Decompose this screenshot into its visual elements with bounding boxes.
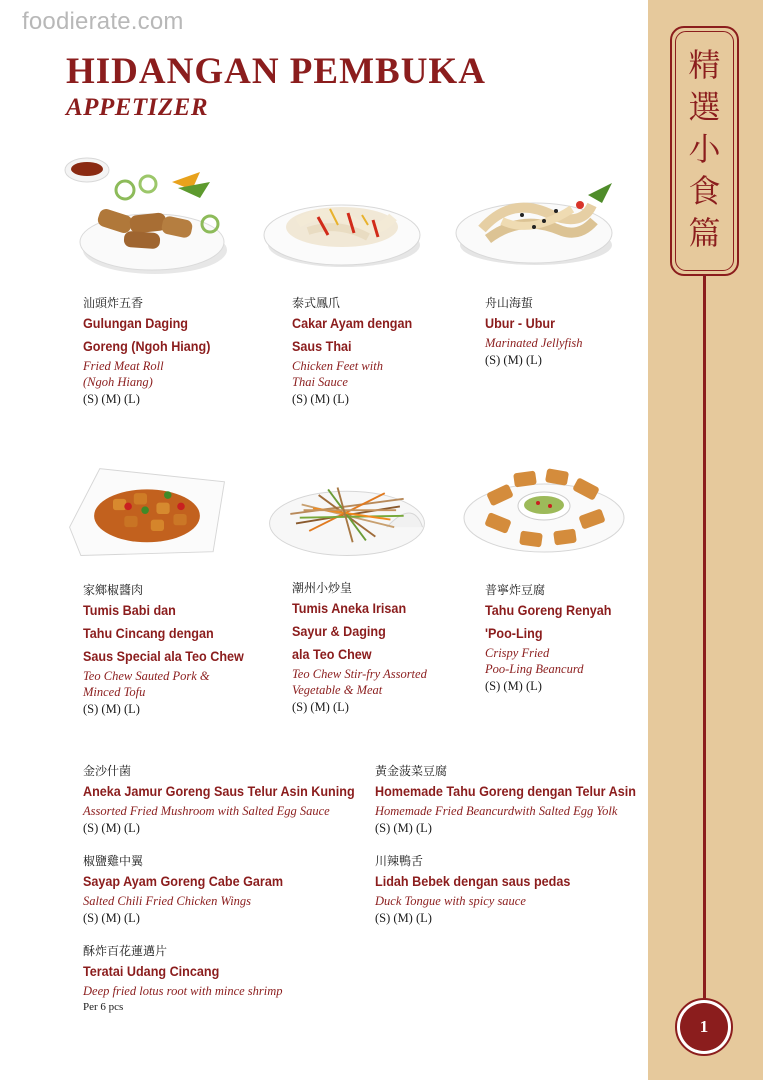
menu-item-lotus-root: [83, 942, 283, 1015]
item-english-name: [83, 358, 225, 390]
menu-item-homemade-tofu: [375, 762, 665, 837]
item-indonesian-name: [375, 870, 570, 893]
item-english-line: Teo Chew Sauted Pork &: [83, 669, 210, 683]
item-english-line: Minced Tofu: [83, 685, 146, 699]
item-indonesian-line: Sayap Ayam Goreng Cabe Garam: [83, 873, 284, 889]
item-portion-sizes: (S) (M) (L): [292, 700, 349, 714]
item-indonesian-name: [292, 597, 413, 666]
menu-item-chicken-wings: [83, 852, 305, 927]
item-english-name: [83, 893, 305, 909]
item-english-line: Fried Meat Roll: [83, 359, 164, 373]
item-chinese-name: 泰式鳳爪: [292, 296, 341, 310]
dish-photo-chicken-feet: [258, 160, 428, 290]
item-portion-sizes: (S) (M) (L): [83, 702, 140, 716]
item-portion-note: Per 6 pcs: [83, 1001, 124, 1013]
item-portion-sizes: (S) (M) (L): [375, 821, 432, 835]
menu-item-jellyfish: [485, 294, 583, 369]
item-indonesian-line: Tumis Aneka Irisan: [292, 600, 407, 616]
page-title: HIDANGAN PEMBUKA: [66, 51, 486, 92]
section-title-char: 食: [688, 172, 721, 210]
item-indonesian-line: Homemade Tahu Goreng dengan Telur Asin: [375, 783, 636, 799]
item-english-name: [485, 645, 626, 677]
item-english-line: Deep fried lotus root with mince shrimp: [83, 984, 283, 998]
item-english-name: [292, 666, 427, 698]
watermark: foodierate.com: [22, 8, 184, 35]
item-chinese-name: 金沙什菌: [83, 764, 132, 778]
item-portion-sizes: (S) (M) (L): [485, 353, 542, 367]
item-indonesian-name: [83, 870, 283, 893]
item-english-line: Vegetable & Meat: [292, 683, 383, 697]
item-portion-sizes: (S) (M) (L): [83, 392, 140, 406]
item-chinese-name: 椒鹽雞中翼: [83, 854, 144, 868]
item-english-line: Thai Sauce: [292, 375, 348, 389]
item-portion-sizes: (S) (M) (L): [83, 911, 140, 925]
item-indonesian-line: Saus Thai: [292, 338, 352, 354]
dish-photo-stir-fry: [262, 448, 432, 578]
item-indonesian-name: [83, 780, 355, 803]
item-indonesian-line: Lidah Bebek dengan saus pedas: [375, 873, 571, 889]
item-chinese-name: 酥炸百花蓮邁片: [83, 944, 168, 958]
item-chinese-name: 家鄉椒醬肉: [83, 583, 144, 597]
item-indonesian-line: ala Teo Chew: [292, 646, 372, 662]
dish-photo-meat-roll: [60, 152, 230, 282]
menu-item-mushroom: [83, 762, 385, 837]
item-indonesian-line: Goreng (Ngoh Hiang): [83, 338, 211, 354]
item-indonesian-name: [485, 312, 573, 335]
item-indonesian-line: 'Poo-Ling: [485, 625, 543, 641]
item-indonesian-line: Aneka Jamur Goreng Saus Telur Asin Kuning: [83, 783, 355, 799]
item-indonesian-name: [375, 780, 636, 803]
item-indonesian-name: [485, 599, 611, 645]
item-english-name: [83, 668, 262, 700]
menu-item-stir-fry: [292, 579, 427, 716]
item-english-line: Homemade Fried Beancurdwith Salted Egg Yolk: [375, 804, 618, 818]
item-english-line: Crispy Fried: [485, 646, 550, 660]
item-chinese-name: 黃金菠菜豆腐: [375, 764, 448, 778]
item-indonesian-line: Ubur - Ubur: [485, 315, 555, 331]
item-english-line: Poo-Ling Beancurd: [485, 662, 584, 676]
item-english-name: [292, 358, 426, 390]
section-title-char: 小: [688, 130, 721, 168]
item-indonesian-name: [83, 312, 210, 358]
item-english-line: (Ngoh Hiang): [83, 375, 153, 389]
section-title-chinese: [670, 44, 739, 254]
item-english-line: Duck Tongue with spicy sauce: [375, 894, 526, 908]
item-indonesian-line: Teratai Udang Cincang: [83, 963, 220, 979]
item-english-name: [83, 803, 385, 819]
sidebar-rail: [703, 276, 706, 1000]
section-title-char: 選: [688, 88, 721, 126]
item-indonesian-line: Saus Special ala Teo Chew: [83, 648, 244, 664]
dish-photo-pork-tofu: [62, 448, 232, 578]
menu-item-pork-tofu: [83, 581, 262, 718]
dish-photo-jellyfish: [452, 160, 622, 290]
item-english-name: [375, 893, 592, 909]
section-title-char: 精: [688, 46, 721, 84]
item-indonesian-line: Tahu Cincang dengan: [83, 625, 214, 641]
item-english-line: Marinated Jellyfish: [485, 336, 583, 350]
menu-item-meat-roll: [83, 294, 225, 408]
item-indonesian-line: Tahu Goreng Renyah: [485, 602, 612, 618]
section-title-char: 篇: [688, 214, 721, 252]
item-english-line: Assorted Fried Mushroom with Salted Egg Sauce: [83, 804, 330, 818]
item-indonesian-line: Cakar Ayam dengan: [292, 315, 413, 331]
item-indonesian-line: Sayur & Daging: [292, 623, 386, 639]
menu-item-duck-tongue: [375, 852, 592, 927]
menu-item-chicken-feet: [292, 294, 426, 408]
item-portion-sizes: (S) (M) (L): [375, 911, 432, 925]
item-indonesian-line: Tumis Babi dan: [83, 602, 176, 618]
item-chinese-name: 舟山海蜇: [485, 296, 534, 310]
item-english-line: Salted Chili Fried Chicken Wings: [83, 894, 252, 908]
page-subtitle: APPETIZER: [66, 94, 209, 121]
item-chinese-name: 普寧炸豆腐: [485, 583, 546, 597]
menu-item-fried-tofu: [485, 581, 626, 695]
item-indonesian-line: Gulungan Daging: [83, 315, 188, 331]
item-english-line: Teo Chew Stir-fry Assorted: [292, 667, 427, 681]
item-english-name: [375, 803, 665, 819]
item-indonesian-name: [292, 312, 412, 358]
item-english-name: [83, 983, 283, 999]
item-portion-sizes: (S) (M) (L): [292, 392, 349, 406]
item-chinese-name: 川辣鴨舌: [375, 854, 424, 868]
item-portion-sizes: (S) (M) (L): [83, 821, 140, 835]
item-chinese-name: 汕頭炸五香: [83, 296, 144, 310]
item-english-name: [485, 335, 583, 351]
page-number: 1: [680, 1003, 728, 1051]
item-indonesian-name: [83, 599, 244, 668]
item-chinese-name: 潮州小炒皇: [292, 581, 353, 595]
dish-photo-fried-tofu: [458, 440, 628, 570]
item-indonesian-name: [83, 960, 263, 983]
item-english-line: Chicken Feet with: [292, 359, 383, 373]
item-portion-sizes: (S) (M) (L): [485, 679, 542, 693]
